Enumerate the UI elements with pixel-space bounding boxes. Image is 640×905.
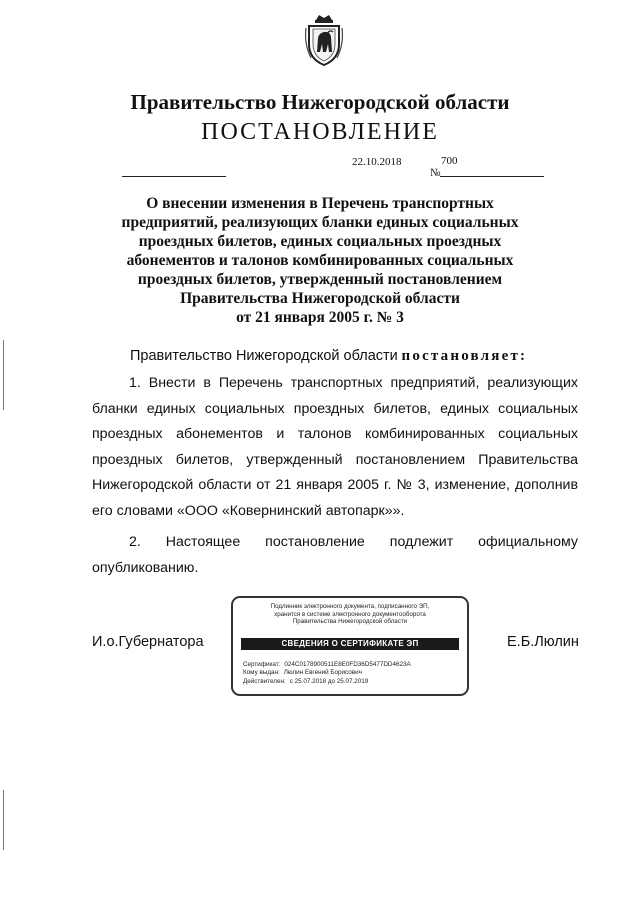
- intro-lead: Правительство Нижегородской области: [130, 348, 398, 364]
- resolution-intro: [130, 348, 527, 365]
- paragraph-1: 1. Внести в Перечень транспортных предприятий, реализующих бланки единых социальных проездных билетов, единых социальных проездных абонементов и талонов комбинированных социальных проездных билетов, утвержденный постановлением Правительства Нижегородской области от 21 января 2005 г. № 3, изменение, дополнив его словами «ООО «Ковернинский автопарк»».: [92, 375, 578, 519]
- stamp-note: [233, 603, 467, 626]
- stamp-row-value: Люлин Евгений Борисович: [283, 669, 362, 677]
- stamp-row-label: Сертификат:: [243, 661, 281, 668]
- stamp-certificate-info: [243, 661, 411, 686]
- stamp-note-line: Правительства Нижегородской области: [292, 618, 408, 625]
- subject-line: от 21 января 2005 г. № 3: [236, 309, 404, 326]
- signer-name: Е.Б.Люлин: [507, 634, 579, 650]
- number-label: №: [430, 167, 441, 179]
- stamp-note-line: Подлинник электронного документа, подписанного ЭП,: [270, 603, 430, 610]
- stamp-band: СВЕДЕНИЯ О СЕРТИФИКАТЕ ЭП: [241, 638, 459, 650]
- date-line: [122, 176, 226, 177]
- document-date: 22.10.2018: [352, 156, 402, 168]
- e-signature-stamp: [231, 596, 469, 696]
- subject-line: О внесении изменения в Перечень транспортных: [146, 195, 494, 212]
- number-line: [440, 176, 544, 177]
- stamp-note-line: хранится в системе электронного документооборота: [274, 610, 426, 618]
- scan-edge-line: [3, 340, 4, 410]
- document-type: ПОСТАНОВЛЕНИЕ: [201, 119, 439, 145]
- document-subject: [118, 194, 522, 327]
- subject-line: абонементов и талонов комбинированных социальных: [126, 252, 514, 269]
- intro-decree-word: постановляет:: [401, 348, 528, 364]
- subject-line: Правительства Нижегородской области: [180, 290, 460, 307]
- stamp-row-label: Действителен:: [243, 677, 286, 685]
- government-title: Правительство Нижегородской области: [130, 90, 510, 114]
- stamp-row: [243, 669, 411, 677]
- subject-line: проездных билетов, утвержденный постановлением: [137, 271, 503, 288]
- subject-line: проездных билетов, единых социальных проездных: [138, 233, 502, 250]
- coat-of-arms-icon: [303, 14, 345, 66]
- stamp-row-value: 024C0178900511E8E0FD36D5477DD4623A: [284, 661, 411, 668]
- signer-title: И.о.Губернатора: [92, 634, 204, 650]
- stamp-row: [243, 678, 411, 686]
- stamp-row-label: Кому выдан:: [243, 669, 280, 677]
- document-number: 700: [441, 155, 458, 167]
- stamp-row-value: с 25.07.2018 до 25.07.2019: [289, 677, 369, 685]
- paragraph-2: 2. Настоящее постановление подлежит официальному опубликованию.: [92, 534, 578, 576]
- subject-line: предприятий, реализующих бланки единых социальных: [121, 214, 519, 231]
- scan-edge-line: [3, 790, 4, 850]
